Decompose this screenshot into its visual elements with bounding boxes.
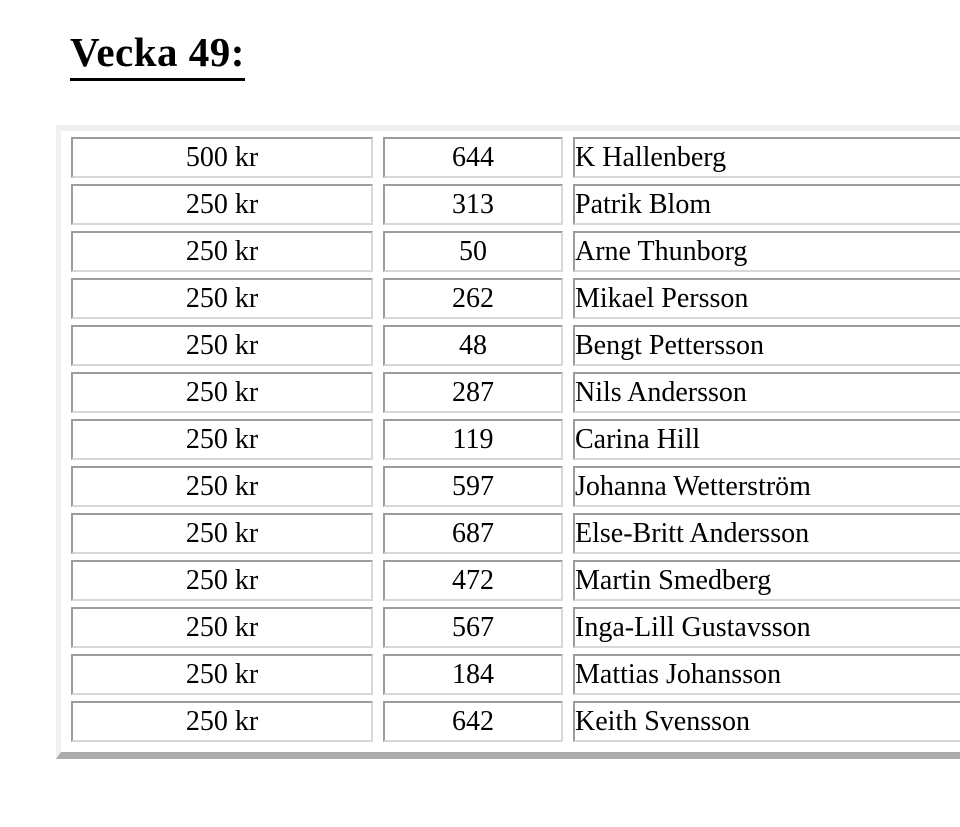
name-cell: Mikael Persson: [573, 278, 960, 319]
amount-cell: 250 kr: [71, 325, 373, 366]
name-cell: Bengt Pettersson: [573, 325, 960, 366]
table-row: [71, 137, 960, 178]
table-row: [71, 372, 960, 413]
results-table-body: [71, 137, 960, 742]
amount-cell: 250 kr: [71, 607, 373, 648]
name-cell: K Hallenberg: [573, 137, 960, 178]
results-table-frame: [56, 125, 960, 759]
name-cell: Mattias Johansson: [573, 654, 960, 695]
name-cell: Nils Andersson: [573, 372, 960, 413]
amount-cell: 250 kr: [71, 466, 373, 507]
amount-cell: 250 kr: [71, 513, 373, 554]
amount-cell: 250 kr: [71, 278, 373, 319]
amount-cell: 250 kr: [71, 184, 373, 225]
number-cell: 262: [383, 278, 563, 319]
table-row: [71, 560, 960, 601]
number-cell: 50: [383, 231, 563, 272]
amount-cell: 250 kr: [71, 419, 373, 460]
number-cell: 119: [383, 419, 563, 460]
number-cell: 184: [383, 654, 563, 695]
name-cell: Martin Smedberg: [573, 560, 960, 601]
amount-cell: 250 kr: [71, 560, 373, 601]
number-cell: 687: [383, 513, 563, 554]
name-cell: Keith Svensson: [573, 701, 960, 742]
page-title-text: Vecka 49:: [70, 28, 245, 81]
name-cell: Johanna Wetterström: [573, 466, 960, 507]
name-cell: Carina Hill: [573, 419, 960, 460]
table-row: [71, 419, 960, 460]
table-row: [71, 513, 960, 554]
amount-cell: 500 kr: [71, 137, 373, 178]
name-cell: Arne Thunborg: [573, 231, 960, 272]
table-row: [71, 325, 960, 366]
amount-cell: 250 kr: [71, 701, 373, 742]
number-cell: 48: [383, 325, 563, 366]
name-cell: Patrik Blom: [573, 184, 960, 225]
table-row: [71, 654, 960, 695]
results-table: [61, 131, 960, 748]
table-row: [71, 231, 960, 272]
table-row: [71, 184, 960, 225]
table-row: [71, 278, 960, 319]
name-cell: Else-Britt Andersson: [573, 513, 960, 554]
number-cell: 597: [383, 466, 563, 507]
table-row: [71, 466, 960, 507]
number-cell: 642: [383, 701, 563, 742]
table-row: [71, 607, 960, 648]
number-cell: 287: [383, 372, 563, 413]
number-cell: 567: [383, 607, 563, 648]
page-title: [70, 28, 245, 81]
amount-cell: 250 kr: [71, 372, 373, 413]
amount-cell: 250 kr: [71, 231, 373, 272]
number-cell: 472: [383, 560, 563, 601]
table-row: [71, 701, 960, 742]
number-cell: 644: [383, 137, 563, 178]
number-cell: 313: [383, 184, 563, 225]
amount-cell: 250 kr: [71, 654, 373, 695]
name-cell: Inga-Lill Gustavsson: [573, 607, 960, 648]
